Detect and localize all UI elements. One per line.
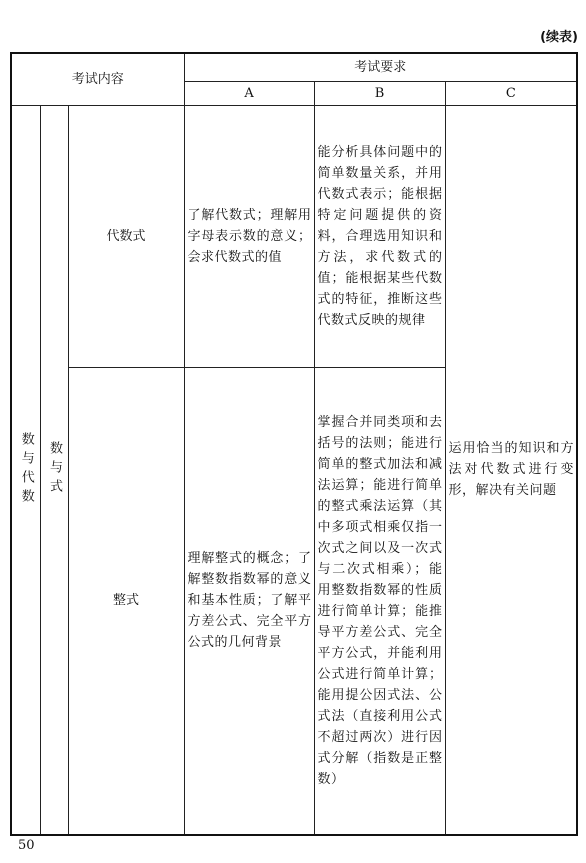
header-col-a: A [184,81,314,105]
header-col-c: C [445,81,577,105]
row2-col-a: 理解整式的概念；了解整数指数幂的意义和基本性质；了解平方差公式、完全平方公式的几何背景 [184,367,314,835]
topic-polynomial: 整式 [68,367,184,835]
header-exam-requirements: 考试要求 [184,53,577,81]
header-col-b: B [314,81,445,105]
row1-col-b: 能分析具体问题中的简单数量关系，并用代数式表示；能根据特定问题提供的资料，合理选用知识和方法，求代数式的值；能根据某些代数式的特征，推断这些代数式反映的规律 [314,105,445,367]
row2-col-b: 掌握合并同类项和去括号的法则；能进行简单的整式加法和减法运算；能进行简单的整式乘法运算（其中多项式相乘仅指一次式之间以及一次式与二次式相乘）；能用整数指数幂的性质进行简单计算；能推导平方差公式、完全平方公式，并能利用公式进行简单计算；能用提公因式法、公式法（直接利用公式不超过两次）进行因式分解（指数是正整数） [314,367,445,835]
exam-requirements-table [10,52,578,836]
continued-label: (续表) [540,30,578,45]
topic-algebraic-expression: 代数式 [68,105,184,367]
header-exam-content: 考试内容 [11,53,184,105]
col-c-shared: 运用恰当的知识和方法对代数式进行变形，解决有关问题 [445,105,577,835]
page-number: 50 [18,838,35,853]
category-label: 数与代数 [18,431,34,508]
subcategory-cell [40,105,68,835]
category-cell [11,105,40,835]
subcategory-label: 数与式 [47,441,62,499]
row1-col-a: 了解代数式；理解用字母表示数的意义；会求代数式的值 [184,105,314,367]
